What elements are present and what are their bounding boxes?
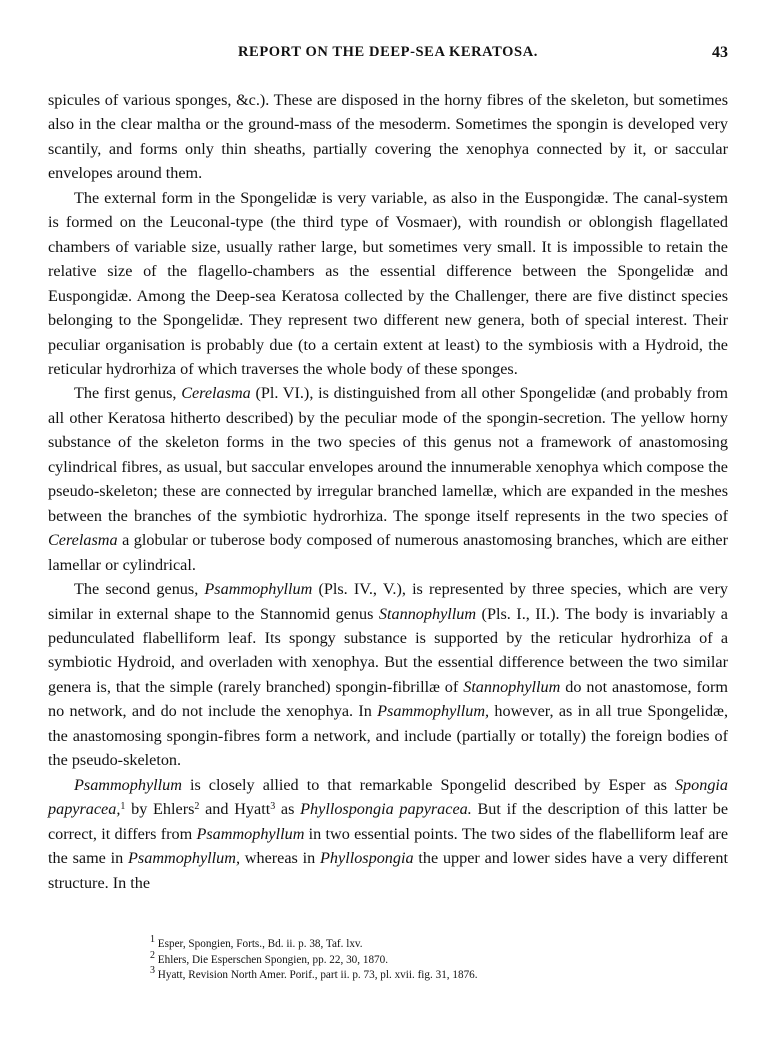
footnote-ref: 2: [194, 801, 200, 813]
italic-text: Spongia papyracea,: [48, 775, 728, 819]
text-run: (Pls. IV., V.), is represented by three species, which are very similar in external shape to the Stannomid genus: [48, 580, 728, 623]
text-run: the upper and lower sides have a very different structure. In the: [48, 849, 728, 892]
footnote-ref: 3: [270, 801, 276, 813]
page-number: 43: [712, 44, 728, 61]
text-run: and Hyatt: [199, 800, 271, 819]
text-run: (Pl. VI.), is distinguished from all other Spongelidæ (and probably from all other Keratosa hitherto described) by the peculiar mode of the spongin-secretion. The yellow horny substance of the skeleton forms in the two species of this genus not a framework of anastomosing cylindrical fibres, as usual, but saccular envelopes around the innumerable xenophya which compose the pseudo-skeleton; these are connected by irregular branched lamellæ, which are expanded in the meshes between the branches of the symbiotic hydrorhiza. The sponge itself represents in the two species of: [48, 384, 728, 525]
footnote: [150, 949, 710, 969]
italic-text: Phyllospongia: [320, 849, 414, 868]
text-run: The first genus,: [74, 384, 182, 403]
italic-text: Stannophyllum: [378, 604, 477, 623]
footnote-ref: 1: [120, 801, 126, 813]
text-run: is closely allied to that remarkable Spongelid described by Esper as: [181, 775, 675, 794]
paragraph: [48, 186, 728, 382]
paragraph: [48, 381, 728, 577]
text-run: The external form in the Spongelidæ is very variable, as also in the Euspongidæ. The canal-system is formed on the Leuconal-type (the third type of Vosmaer), with roundish or oblongish flagellated chambers of variable size, usually rather large, but sometimes very small. It is impossible to retain the relative size of the flagello-chambers as the essential difference between the Spongelidæ and Euspongidæ. Among the Deep-sea Keratosa collected by the Challenger, there are five distinct species belonging to the Spongelidæ. They represent two different new genera, both of special interest. Their peculiar organisation is probably due (to a certain extent at least) to the symbiosis with a Hydroid, the reticular hydrorhiza of which traverses the whole body of these sponges.: [48, 188, 728, 378]
body-text: [48, 88, 728, 895]
italic-text: Psammophyllum: [196, 824, 305, 843]
italic-text: Cerelasma: [181, 384, 251, 403]
text-run: do not anastomose, form no network, and do not include the xenophya. In: [48, 677, 728, 721]
text-run: whereas in: [240, 849, 321, 868]
text-run: But if the description of this latter be correct, it differs from: [48, 800, 729, 843]
italic-text: Phyllospongia papyracea.: [300, 800, 472, 819]
text-run: in two essential points. The two sides of the flabelliform leaf are the same in: [48, 824, 729, 868]
footnotes: [150, 934, 710, 984]
text-run: however, as in all true Spongelidæ, the anastomosing spongin-fibres form a network, and include (partially or totally) the foreign bodies of the pseudo-skeleton.: [48, 702, 728, 770]
page-header: [48, 44, 728, 68]
footnote: [150, 965, 710, 984]
footnote-text: Hyatt, Revision North Amer. Porif., part ii. p. 73, pl. xvii. fig. 31, 1876.: [155, 969, 478, 981]
footnote-mark: 3: [150, 965, 155, 976]
footnote-mark: 2: [150, 949, 155, 961]
running-head: REPORT ON THE DEEP-SEA KERATOSA.: [237, 44, 539, 60]
footnote: [150, 934, 710, 953]
text-run: The second genus,: [74, 580, 205, 599]
text-run: (Pls. I., II.). The body is invariably a pedunculated flabelliform leaf. Its spongy substance is supported by the reticular hydrorhiza of a symbiotic Hydroid, and overladen with xenophya. But the essential difference between the two similar genera is, that the simple (rarely branched) spongin-fibrillæ of: [48, 604, 728, 696]
italic-text: Psammophyllum: [204, 580, 313, 599]
text-run: by Ehlers: [125, 800, 195, 819]
italic-text: Psammophyllum,: [128, 849, 240, 868]
italic-text: Psammophyllum,: [377, 702, 490, 721]
paragraph: [48, 773, 728, 895]
footnote-text: Ehlers, Die Esperschen Spongien, pp. 22, 30, 1870.: [155, 953, 389, 966]
footnote-mark: 1: [150, 934, 155, 945]
italic-text: Psammophyllum: [74, 775, 182, 794]
text-run: as: [275, 800, 301, 819]
paragraph: [48, 88, 728, 186]
paragraph: [48, 577, 728, 773]
text-run: a globular or tuberose body composed of numerous anastomosing branches, which are either lamellar or cylindrical.: [48, 531, 728, 574]
italic-text: Stannophyllum: [463, 677, 561, 696]
italic-text: Cerelasma: [48, 531, 118, 550]
text-run: spicules of various sponges, &c.). These are disposed in the horny fibres of the skeleton, but sometimes also in the clear maltha or the ground-mass of the mesoderm. Sometimes the spongin is developed very scantily, and forms only thin sheaths, partially covering the xenophya connected by it, or saccular envelopes around them.: [48, 91, 728, 183]
footnote-text: Esper, Spongien, Forts., Bd. ii. p. 38, Taf. lxv.: [155, 938, 363, 950]
